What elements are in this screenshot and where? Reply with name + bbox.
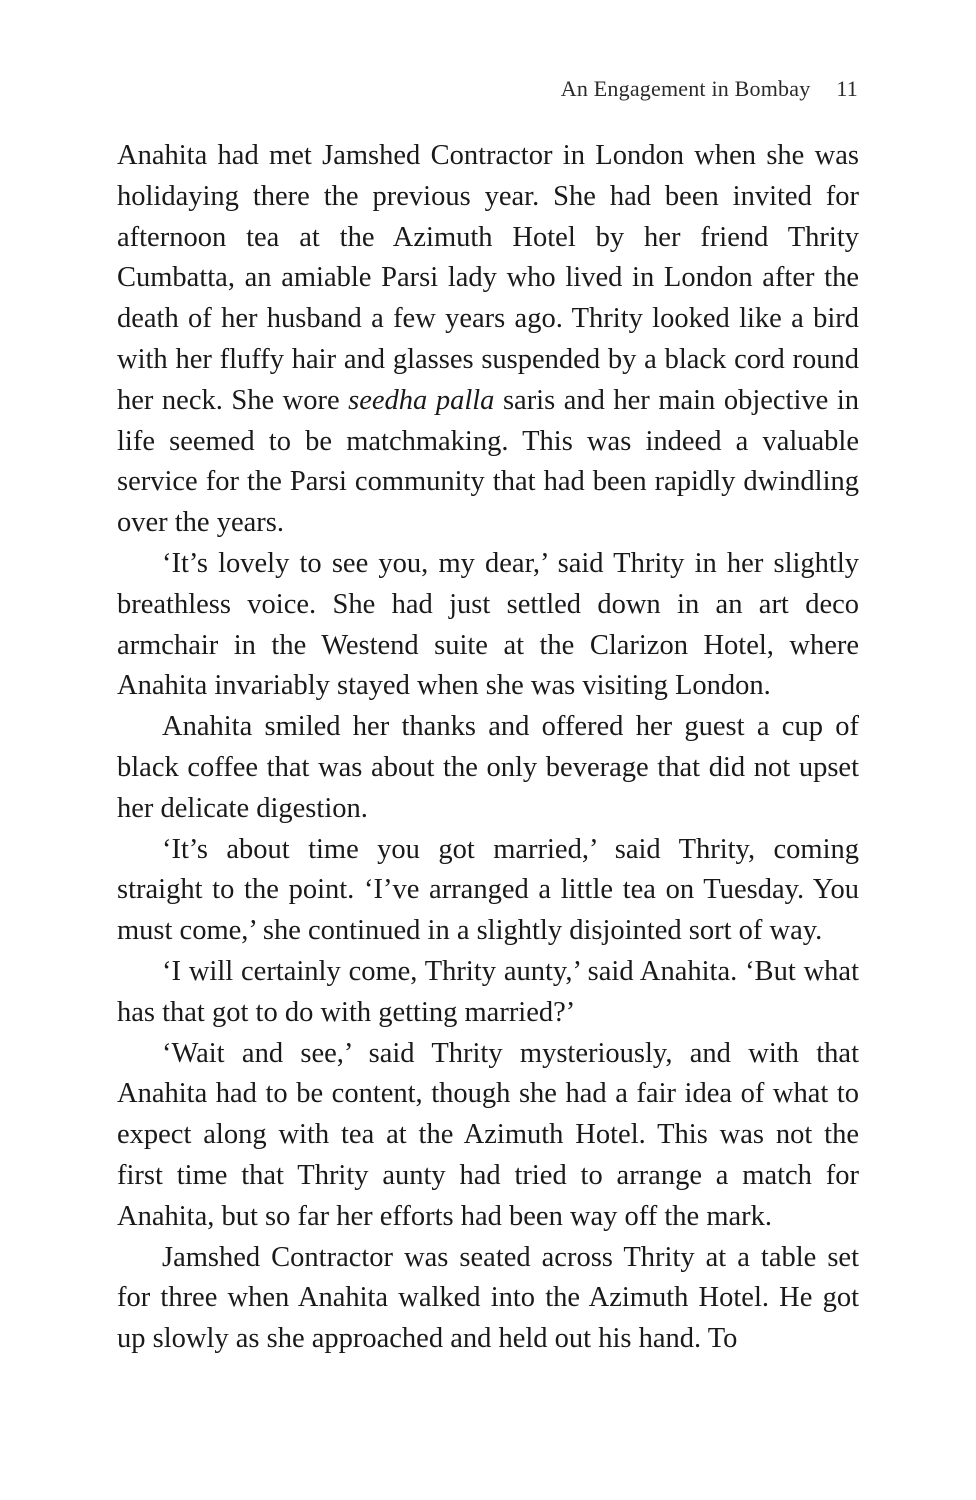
body-text [117, 136, 859, 1360]
page-number: 11 [836, 76, 858, 101]
paragraph-3: Anahita smiled her thanks and offered her guest a cup of black coffee that was about the only beverage that did not upset her delicate digestion. [117, 711, 859, 824]
paragraph-4: ‘It’s about time you got married,’ said Thrity, coming straight to the point. ‘I’ve arranged a little tea on Tuesday. You must come,’ she continued in a slightly disjointed sort of way. [117, 833, 859, 947]
paragraph-1-part-1: Anahita had met Jamshed Contractor in London when she was holidaying there the previous year. She had been invited for afternoon tea at the Azimuth Hotel by her friend Thrity Cumbatta, an amiable Parsi lady who lived in London after the death of her husband a few years ago. Thrity looked like a bird with her fluffy hair and glasses suspended by a black cord round her neck. She wore [117, 140, 859, 416]
italic-phrase: seedha palla [348, 384, 495, 416]
paragraph-1-part-2: saris and her main objective in life seemed to be matchmaking. This was indeed a valuable service for the Parsi community that had been rapidly dwindling over the years. [117, 384, 859, 539]
running-title: An Engagement in Bombay [560, 76, 811, 101]
paragraph-2: ‘It’s lovely to see you, my dear,’ said Thrity in her slightly breathless voice. She had just settled down in an art deco armchair in the Westend suite at the Clarizon Hotel, where Anahita invariably stayed when she was visiting London. [117, 547, 859, 702]
paragraph-7: Jamshed Contractor was seated across Thrity at a table set for three when Anahita walked into the Azimuth Hotel. He got up slowly as she approached and held out his hand. To [117, 1241, 859, 1355]
paragraph-5: ‘I will certainly come, Thrity aunty,’ said Anahita. ‘But what has that got to do with getting married?’ [117, 955, 859, 1028]
paragraph-6: ‘Wait and see,’ said Thrity mysteriously, and with that Anahita had to be content, though she had a fair idea of what to expect along with tea at the Azimuth Hotel. This was not the first time that Thrity aunty had tried to arrange a match for Anahita, but so far her efforts had been way off the mark. [117, 1037, 859, 1232]
paragraph-1 [117, 136, 859, 544]
running-header [561, 76, 858, 102]
